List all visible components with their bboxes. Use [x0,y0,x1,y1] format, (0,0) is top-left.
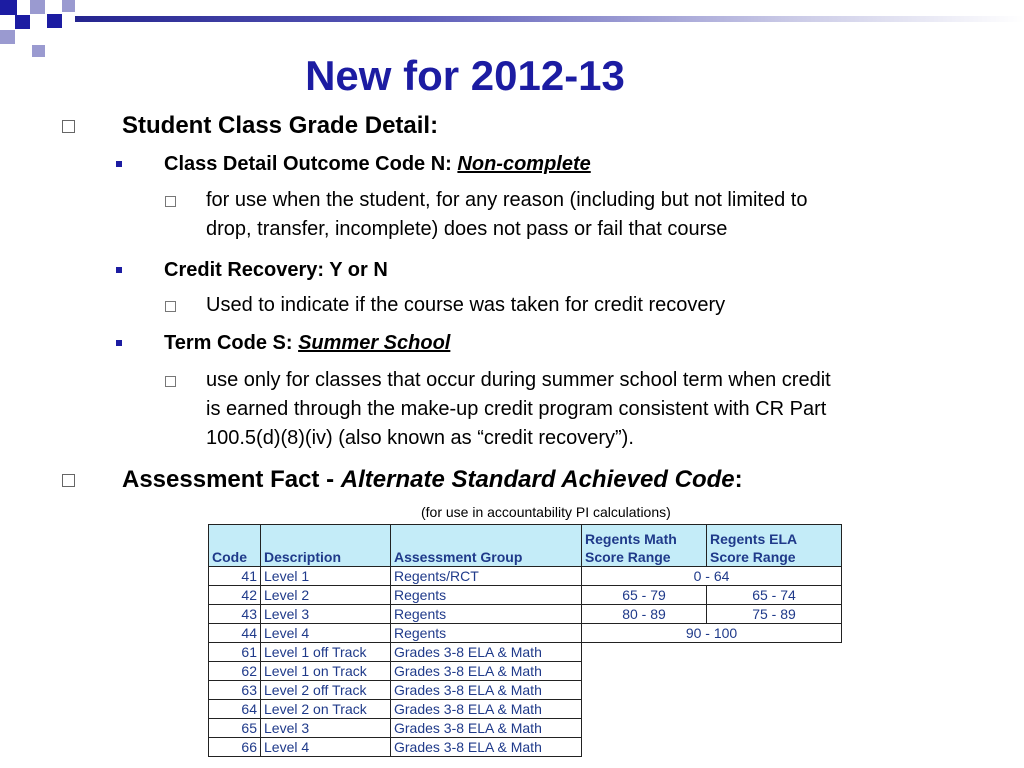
square-bullet-icon [116,340,122,346]
table-row: 66 Level 4 Grades 3-8 ELA & Math [209,738,842,757]
slide-title: New for 2012-13 [305,52,625,99]
accountability-note: (for use in accountability PI calculations) [421,504,671,520]
header-regents-ela: Regents ELA Score Range [707,525,842,567]
header-description: Description [261,525,391,567]
table-row: 43 Level 3 Regents 80 - 89 75 - 89 [209,605,842,624]
emphasis-summer-school: Summer School [298,332,451,354]
deco-square [62,0,75,12]
header-code: Code [209,525,261,567]
hollow-square-bullet-icon [165,301,176,312]
square-bullet-icon [116,267,122,273]
table-row: 64 Level 2 on Track Grades 3-8 ELA & Math [209,700,842,719]
table-row: 62 Level 1 on Track Grades 3-8 ELA & Math [209,662,842,681]
deco-square [0,30,15,44]
header-regents-math: Regents Math Score Range [582,525,707,567]
square-bullet-icon [116,161,122,167]
hollow-square-bullet-icon [62,474,75,487]
table-row: 61 Level 1 off Track Grades 3-8 ELA & Math [209,643,842,662]
hollow-square-bullet-icon [165,376,176,387]
table-row: 41 Level 1 Regents/RCT 0 - 64 [209,567,842,586]
deco-square [15,15,30,29]
deco-square [0,0,17,15]
table-header-row [209,525,842,567]
table-row: 63 Level 2 off Track Grades 3-8 ELA & Math [209,681,842,700]
header-assessment-group: Assessment Group [391,525,582,567]
deco-square [47,14,62,28]
hollow-square-bullet-icon [62,120,75,133]
alternate-standard-code-table [208,524,842,757]
table-row: 42 Level 2 Regents 65 - 79 65 - 74 [209,586,842,605]
deco-square [30,0,45,14]
table-row: 44 Level 4 Regents 90 - 100 [209,624,842,643]
header-gradient-bar [75,16,1024,22]
table-row: 65 Level 3 Grades 3-8 ELA & Math [209,719,842,738]
emphasis-non-complete: Non-complete [457,153,591,175]
hollow-square-bullet-icon [165,196,176,207]
